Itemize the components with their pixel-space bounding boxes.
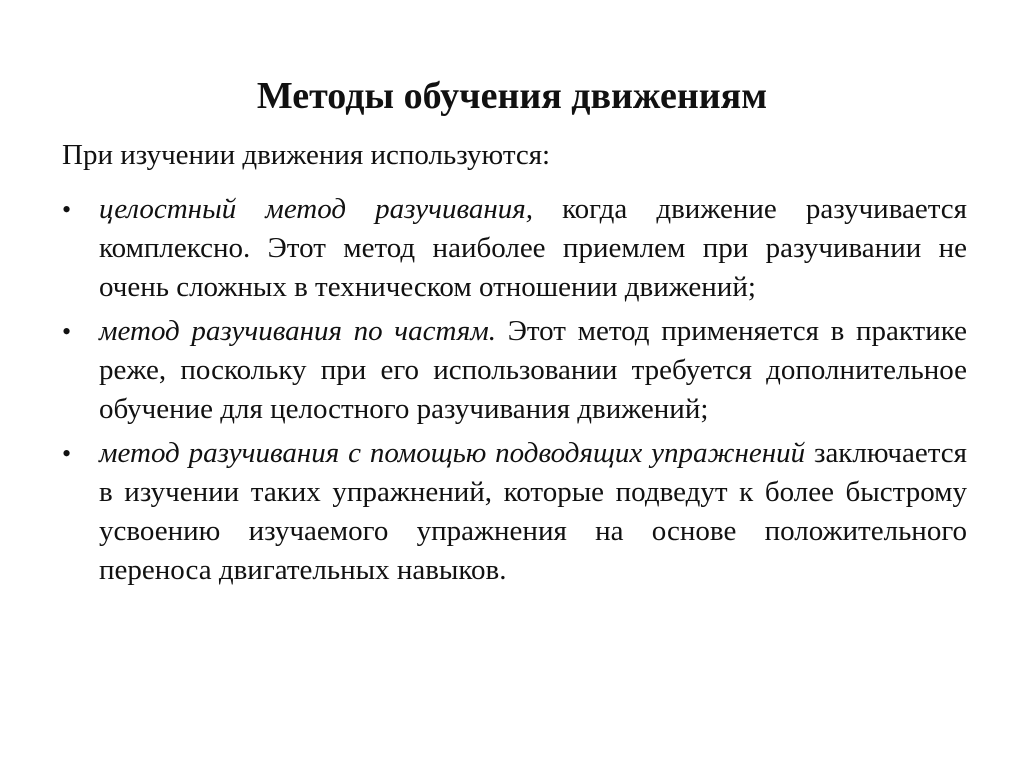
method-term: метод разучивания с помощью подводящих упражнений	[99, 437, 806, 469]
method-term: метод разучивания по частям.	[99, 315, 497, 347]
list-item-holistic-method	[62, 190, 967, 307]
slide-title: Методы обучения движениям	[256, 75, 768, 117]
method-list	[62, 190, 967, 595]
list-item-parts-method	[62, 312, 967, 429]
list-item-lead-up-exercises-method	[62, 434, 967, 590]
method-description: заключается в изучении таких упражнений, которые подведут к более быстрому усвоению изучаемого упражнения на основе положительного переноса двигательных навыков.	[99, 437, 967, 586]
method-term: целостный метод разучивания,	[99, 193, 533, 225]
bullet-icon: •	[62, 439, 72, 468]
bullet-icon: •	[62, 195, 72, 224]
method-description: когда движение разучивается комплексно. Этот метод наиболее приемлем при разучивании не очень сложных в техническом отношении движений;	[99, 193, 967, 303]
method-description: Этот метод применяется в практике реже, поскольку при его использовании требуется дополнительное обучение для целостного разучивания движений;	[99, 315, 967, 425]
bullet-icon: •	[62, 317, 72, 346]
intro-text: При изучении движения используются:	[62, 139, 551, 171]
